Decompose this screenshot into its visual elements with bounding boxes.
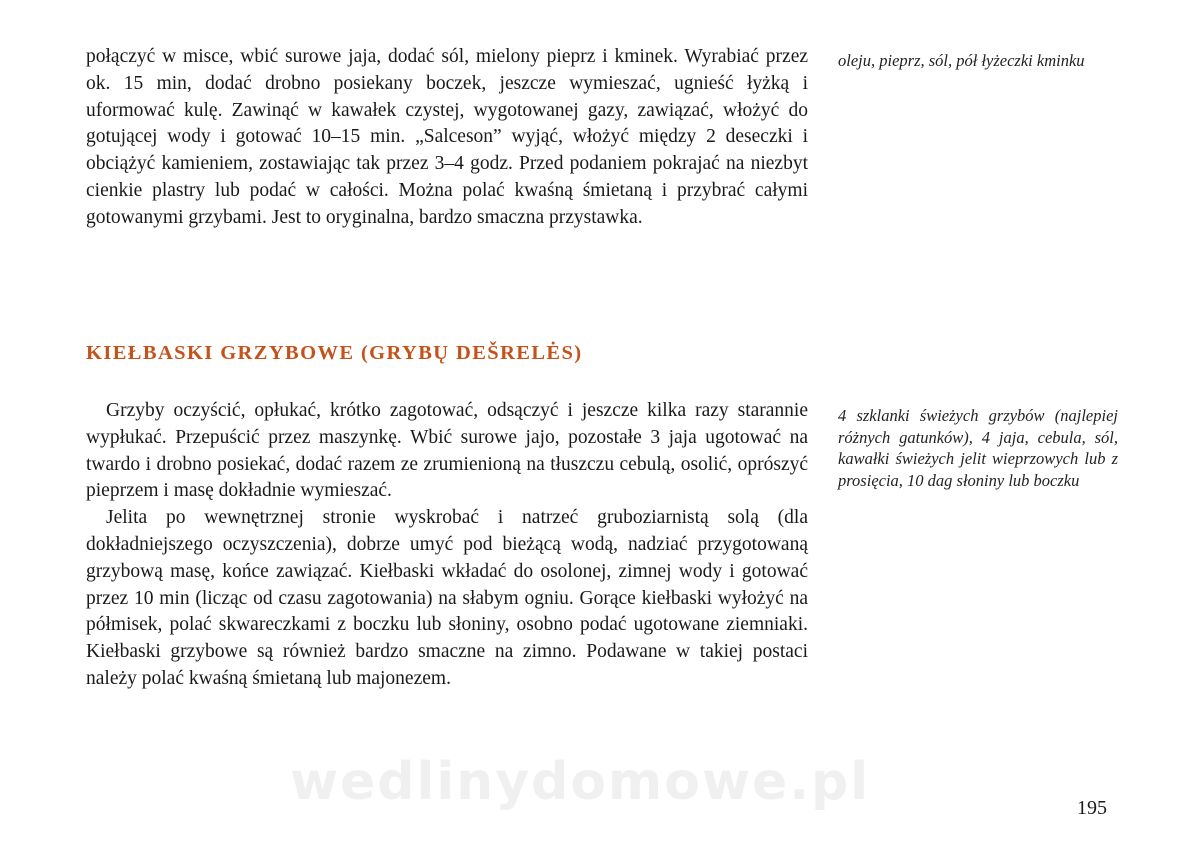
continued-recipe-text xyxy=(86,44,808,232)
watermark: wedlinydomowe.pl xyxy=(290,752,871,812)
recipe-instructions xyxy=(86,398,808,693)
page-number: 195 xyxy=(1077,797,1107,819)
recipe-paragraph-1: Grzyby oczyścić, opłukać, krótko zagotować, odsączyć i jeszcze kilka razy starannie wypłukać. Przepuścić przez maszynkę. Wbić surowe jajo, pozostałe 3 jaja ugotować na twardo i drobno posiekać, dodać razem ze zrumienioną na tłuszczu cebulą, osolić, oprószyć pieprzem i masę dokładnie wymieszać. xyxy=(86,400,808,502)
recipe-title: KIEŁBASKI GRZYBOWE (GRYBŲ DEŠRELĖS) xyxy=(86,342,583,364)
continued-paragraph: połączyć w misce, wbić surowe jaja, dodać sól, mielony pieprz i kminek. Wyrabiać przez ok. 15 min, dodać drobno posiekany boczek, jeszcze wymieszać, ugnieść łyżką i uformować kulę. Zawinąć w kawałek czystej, wygotowanej gazy, zawiązać, włożyć do gotującej wody i gotować 10–15 min. „Salceson” wyjąć, włożyć między 2 deseczki i obciążyć kamieniem, zostawiając tak przez 3–4 godz. Przed podaniem pokrajać na niezbyt cienkie plastry lub podać w całości. Można polać kwaśną śmietaną i przybrać całymi gotowanymi grzybami. Jest to oryginalna, bardzo smaczna przystawka. xyxy=(86,46,808,228)
recipe-paragraph-2: Jelita po wewnętrznej stronie wyskrobać i natrzeć gruboziarnistą solą (dla dokładniejszego oczyszczenia), dobrze umyć pod bieżącą wodą, nadziać przygotowaną grzybową masę, końce zawiązać. Kiełbaski wkładać do osolonej, zimnej wody i gotować przez 10 min (licząc od czasu zagotowania) na słabym ogniu. Gorące kiełbaski wyłożyć na półmisek, polać skwareczkami z boczku lub słoniny, osobno podać ugotowane ziemniaki. Kiełbaski grzybowe są również bardzo smaczne na zimno. Podawane w takiej postaci należy polać kwaśną śmietaną lub majonezem. xyxy=(86,507,808,689)
recipe-ingredients: 4 szklanki świeżych grzybów (najlepiej różnych gatunków), 4 jaja, cebula, sól, kawałki świeżych jelit wieprzowych lub z prosięcia, 10 dag słoniny lub boczku xyxy=(838,406,1118,490)
continued-ingredients: oleju, pieprz, sól, pół łyżeczki kminku xyxy=(838,51,1085,70)
